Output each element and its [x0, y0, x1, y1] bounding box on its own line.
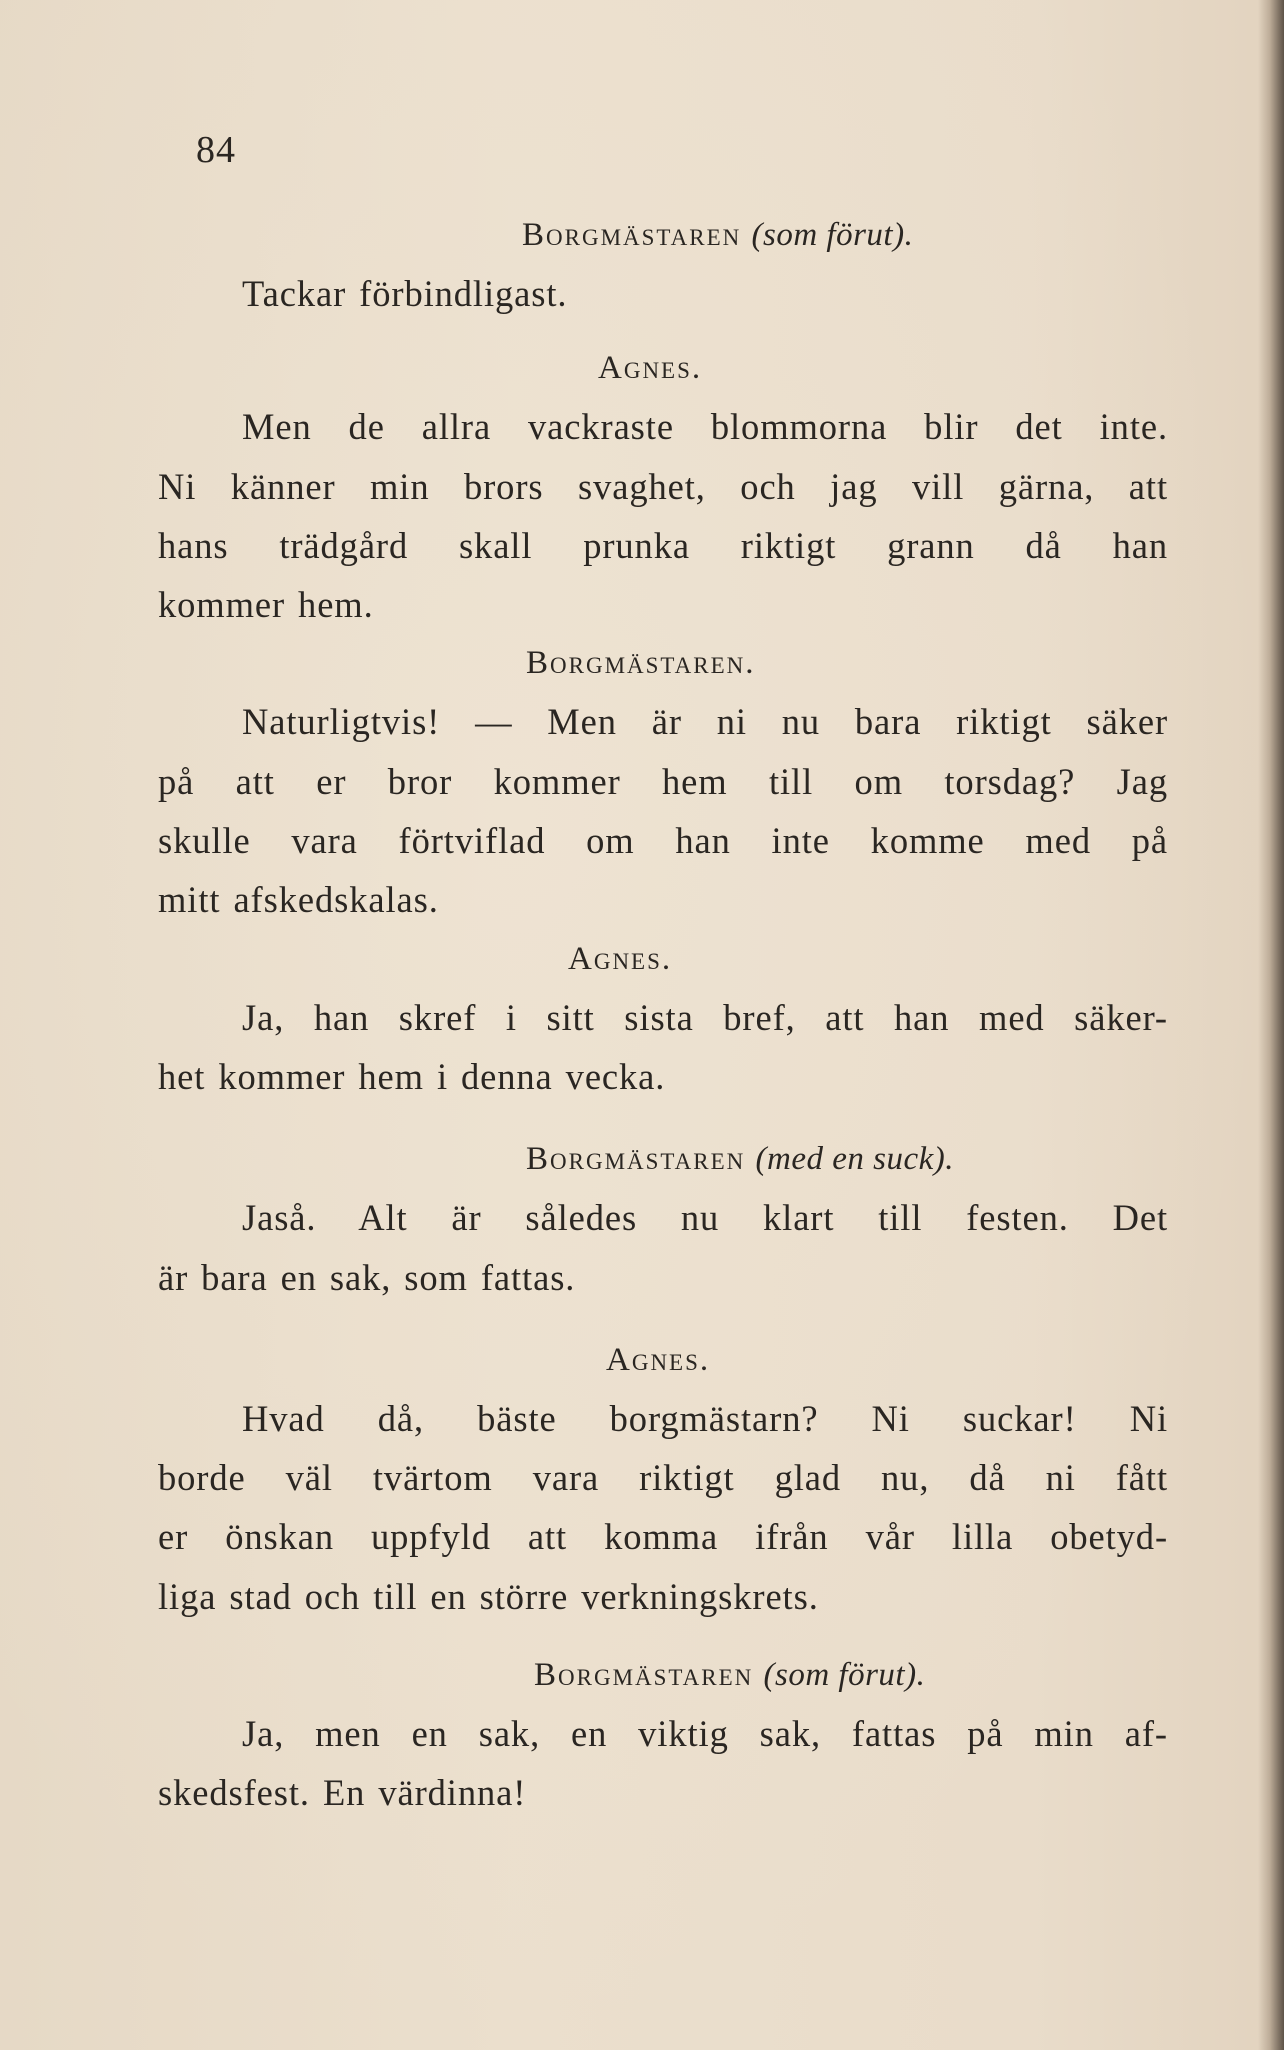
text-line: skedsfest. En värdinna!: [158, 1772, 527, 1814]
dialogue-paragraph: [158, 264, 1168, 323]
text-line: liga stad och till en större verkningskrets.: [158, 1575, 819, 1617]
text-line: kommer hem.: [158, 584, 374, 626]
text-line: Ja, men en sak, en viktig sak, fattas på min af-: [242, 1713, 1168, 1755]
speaker-name: Borgmästaren: [526, 1141, 746, 1178]
speaker-name: Borgmästaren: [522, 217, 742, 253]
play-text: [158, 206, 1168, 1823]
text-line: skulle vara förtviflad om han inte komme med på: [158, 820, 1168, 862]
page-number: 84: [196, 129, 236, 171]
dialogue-paragraph: [158, 692, 1168, 929]
speaker-name: Borgmästaren.: [526, 645, 756, 682]
speaker-name: Borgmästaren: [534, 1657, 754, 1694]
text-line: på att er bror kommer hem till om torsdag? Jag: [158, 760, 1168, 802]
text-line: Ni känner min brors svaghet, och jag vill gärna, att: [158, 465, 1168, 507]
speaker-heading: [158, 206, 1168, 264]
text-line: Hvad då, bäste borgmästarn? Ni suckar! Ni: [242, 1397, 1168, 1439]
text-line: er önskan uppfyld att komma ifrån vår lilla obetyd-: [158, 1516, 1168, 1558]
text-line: är bara en sak, som fattas.: [158, 1256, 576, 1298]
speaker-heading: [158, 339, 1168, 397]
stage-direction: (som förut).: [763, 1657, 926, 1694]
speaker-heading: [158, 634, 1168, 692]
text-line: hans trädgård skall prunka riktigt grann då han: [158, 524, 1168, 566]
text-line: het kommer hem i denna vecka.: [158, 1055, 666, 1097]
speaker-heading: [158, 930, 1168, 988]
text-line: Men de allra vackraste blommorna blir det inte.: [242, 406, 1168, 448]
text-line: mitt afskedskalas.: [158, 879, 439, 921]
dialogue-paragraph: [158, 1389, 1168, 1626]
text-line: Ja, han skref i sitt sista bref, att han med säker-: [242, 996, 1168, 1038]
speaker-heading: [158, 1130, 1168, 1188]
speaker-heading: [158, 1646, 1168, 1704]
speaker-name: Agnes.: [606, 1341, 711, 1378]
speaker-name: Agnes.: [598, 350, 703, 387]
text-line: Naturligtvis! — Men är ni nu bara riktigt säker: [242, 701, 1168, 743]
dialogue-paragraph: [158, 1704, 1168, 1823]
dialogue-paragraph: [158, 1188, 1168, 1307]
text-line: Tackar förbindligast.: [242, 273, 568, 314]
stage-direction: (som förut).: [751, 217, 914, 253]
speaker-name: Agnes.: [568, 940, 673, 977]
page-edge-shadow: [1258, 0, 1284, 2050]
text-line: Jaså. Alt är således nu klart till festen. Det: [242, 1197, 1168, 1239]
stage-direction: (med en suck).: [755, 1141, 954, 1178]
speaker-heading: [158, 1331, 1168, 1389]
text-line: borde väl tvärtom vara riktigt glad nu, då ni fått: [158, 1457, 1168, 1499]
dialogue-paragraph: [158, 397, 1168, 634]
dialogue-paragraph: [158, 988, 1168, 1107]
